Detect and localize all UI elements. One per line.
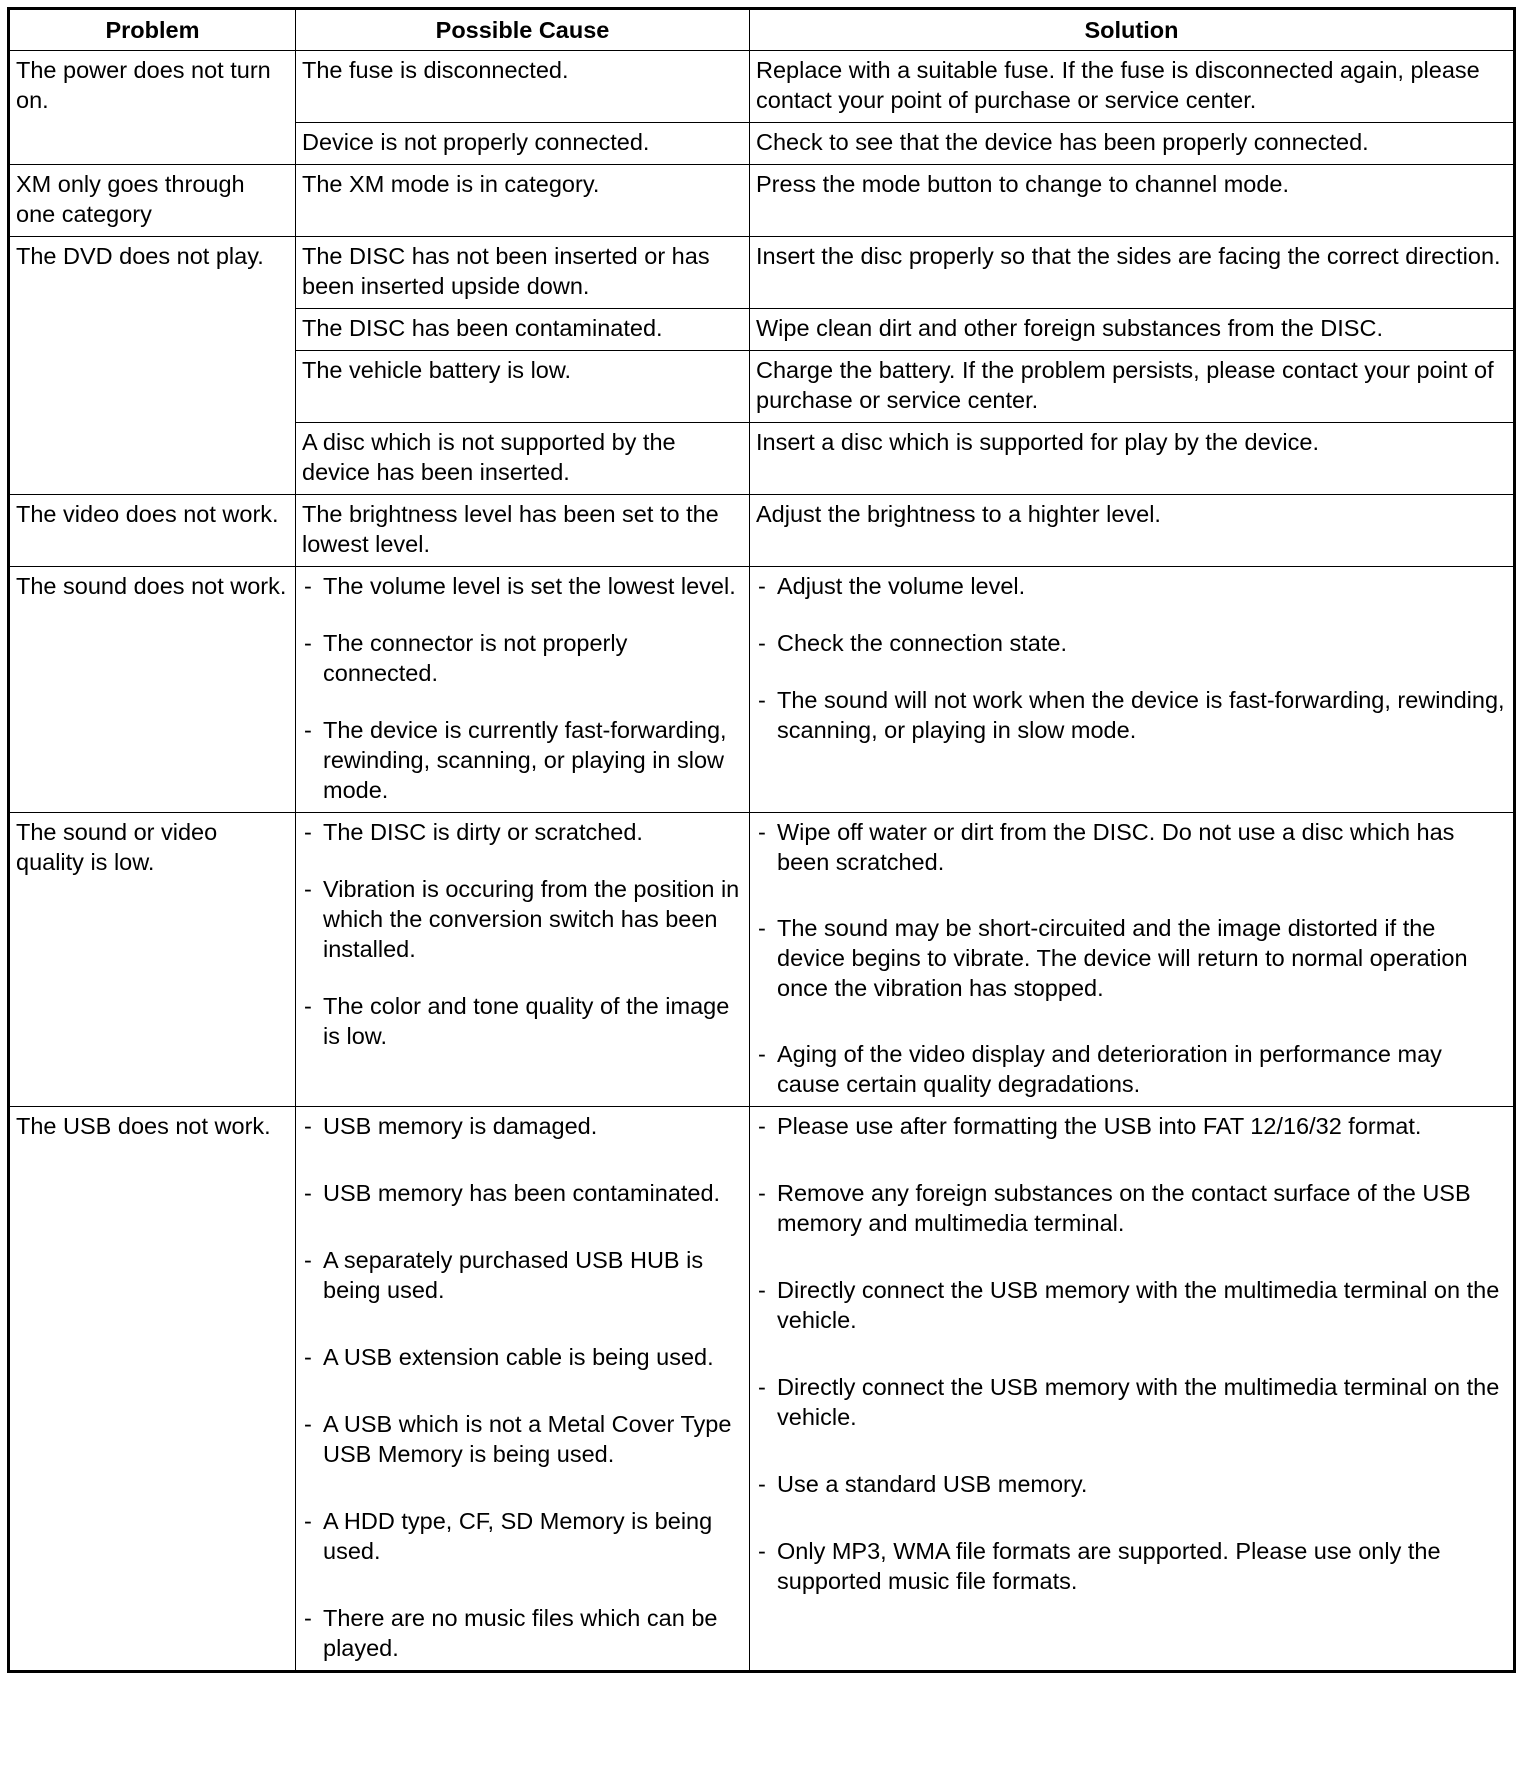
cause-cell: The brightness level has been set to the lowest level.	[296, 495, 750, 567]
list-item: - The connector is not properly connected.	[302, 628, 743, 688]
list-item: - A USB extension cable is being used.	[302, 1342, 743, 1372]
list-item: - The sound will not work when the device is fast-forwarding, rewinding, scanning, or playing in slow mode.	[756, 685, 1507, 745]
table-row	[9, 237, 1515, 309]
problem-cell: The sound or video quality is low.	[9, 813, 296, 1107]
header-problem: Problem	[9, 9, 296, 51]
list-item: - USB memory is damaged.	[302, 1111, 743, 1141]
cause-cell: A disc which is not supported by the device has been inserted.	[296, 423, 750, 495]
solution-cell: Adjust the brightness to a highter level.	[750, 495, 1515, 567]
header-row	[9, 9, 1515, 51]
list-item: - Please use after formatting the USB into FAT 12/16/32 format.	[756, 1111, 1507, 1141]
table-row	[9, 567, 1515, 813]
solution-cell	[750, 567, 1515, 813]
problem-cell: The video does not work.	[9, 495, 296, 567]
cause-cell	[296, 567, 750, 813]
solution-list	[756, 817, 1507, 1099]
list-item: - Use a standard USB memory.	[756, 1469, 1507, 1499]
list-item: - Adjust the volume level.	[756, 571, 1507, 601]
solution-cell: Insert a disc which is supported for play by the device.	[750, 423, 1515, 495]
table-row	[9, 51, 1515, 123]
table-row	[9, 813, 1515, 1107]
header-possible-cause: Possible Cause	[296, 9, 750, 51]
solution-cell: Check to see that the device has been properly connected.	[750, 123, 1515, 165]
list-item: - A USB which is not a Metal Cover Type USB Memory is being used.	[302, 1409, 743, 1469]
problem-cell: The USB does not work.	[9, 1107, 296, 1672]
table-row	[9, 165, 1515, 237]
cause-cell: The XM mode is in category.	[296, 165, 750, 237]
solution-list	[756, 1111, 1507, 1596]
cause-cell: The DISC has not been inserted or has been inserted upside down.	[296, 237, 750, 309]
cause-list	[302, 817, 743, 1051]
solution-cell: Press the mode button to change to channel mode.	[750, 165, 1515, 237]
problem-cell: XM only goes through one category	[9, 165, 296, 237]
list-item: - Wipe off water or dirt from the DISC. Do not use a disc which has been scratched.	[756, 817, 1507, 877]
list-item: - Check the connection state.	[756, 628, 1507, 658]
cause-cell	[296, 1107, 750, 1672]
list-item: - The DISC is dirty or scratched.	[302, 817, 743, 847]
list-item: - A separately purchased USB HUB is being used.	[302, 1245, 743, 1305]
cause-list	[302, 571, 743, 805]
problem-cell: The DVD does not play.	[9, 237, 296, 495]
solution-list	[756, 571, 1507, 745]
cause-cell: The DISC has been contaminated.	[296, 309, 750, 351]
solution-cell	[750, 1107, 1515, 1672]
cause-cell: The vehicle battery is low.	[296, 351, 750, 423]
list-item: - Vibration is occuring from the position in which the conversion switch has been installed.	[302, 874, 743, 964]
cause-cell: The fuse is disconnected.	[296, 51, 750, 123]
list-item: - The volume level is set the lowest level.	[302, 571, 743, 601]
list-item: - The device is currently fast-forwarding, rewinding, scanning, or playing in slow mode.	[302, 715, 743, 805]
list-item: - A HDD type, CF, SD Memory is being used.	[302, 1506, 743, 1566]
list-item: - The color and tone quality of the image is low.	[302, 991, 743, 1051]
problem-cell: The power does not turn on.	[9, 51, 296, 165]
table-row	[9, 1107, 1515, 1672]
problem-cell: The sound does not work.	[9, 567, 296, 813]
solution-cell: Insert the disc properly so that the sides are facing the correct direction.	[750, 237, 1515, 309]
solution-cell: Charge the battery. If the problem persists, please contact your point of purchase or service center.	[750, 351, 1515, 423]
troubleshooting-table	[7, 7, 1516, 1673]
solution-cell: Replace with a suitable fuse. If the fuse is disconnected again, please contact your point of purchase or service center.	[750, 51, 1515, 123]
cause-cell: Device is not properly connected.	[296, 123, 750, 165]
list-item: - The sound may be short-circuited and the image distorted if the device begins to vibrate. The device will return to normal operation once the vibration has stopped.	[756, 913, 1507, 1003]
list-item: - Aging of the video display and deterioration in performance may cause certain quality degradations.	[756, 1039, 1507, 1099]
table-row	[9, 495, 1515, 567]
list-item: - Remove any foreign substances on the contact surface of the USB memory and multimedia terminal.	[756, 1178, 1507, 1238]
list-item: - USB memory has been contaminated.	[302, 1178, 743, 1208]
header-solution: Solution	[750, 9, 1515, 51]
cause-cell	[296, 813, 750, 1107]
solution-cell: Wipe clean dirt and other foreign substances from the DISC.	[750, 309, 1515, 351]
list-item: - There are no music files which can be played.	[302, 1603, 743, 1663]
list-item: - Directly connect the USB memory with the multimedia terminal on the vehicle.	[756, 1372, 1507, 1432]
list-item: - Directly connect the USB memory with the multimedia terminal on the vehicle.	[756, 1275, 1507, 1335]
list-item: - Only MP3, WMA file formats are supported. Please use only the supported music file formats.	[756, 1536, 1507, 1596]
cause-list	[302, 1111, 743, 1663]
solution-cell	[750, 813, 1515, 1107]
